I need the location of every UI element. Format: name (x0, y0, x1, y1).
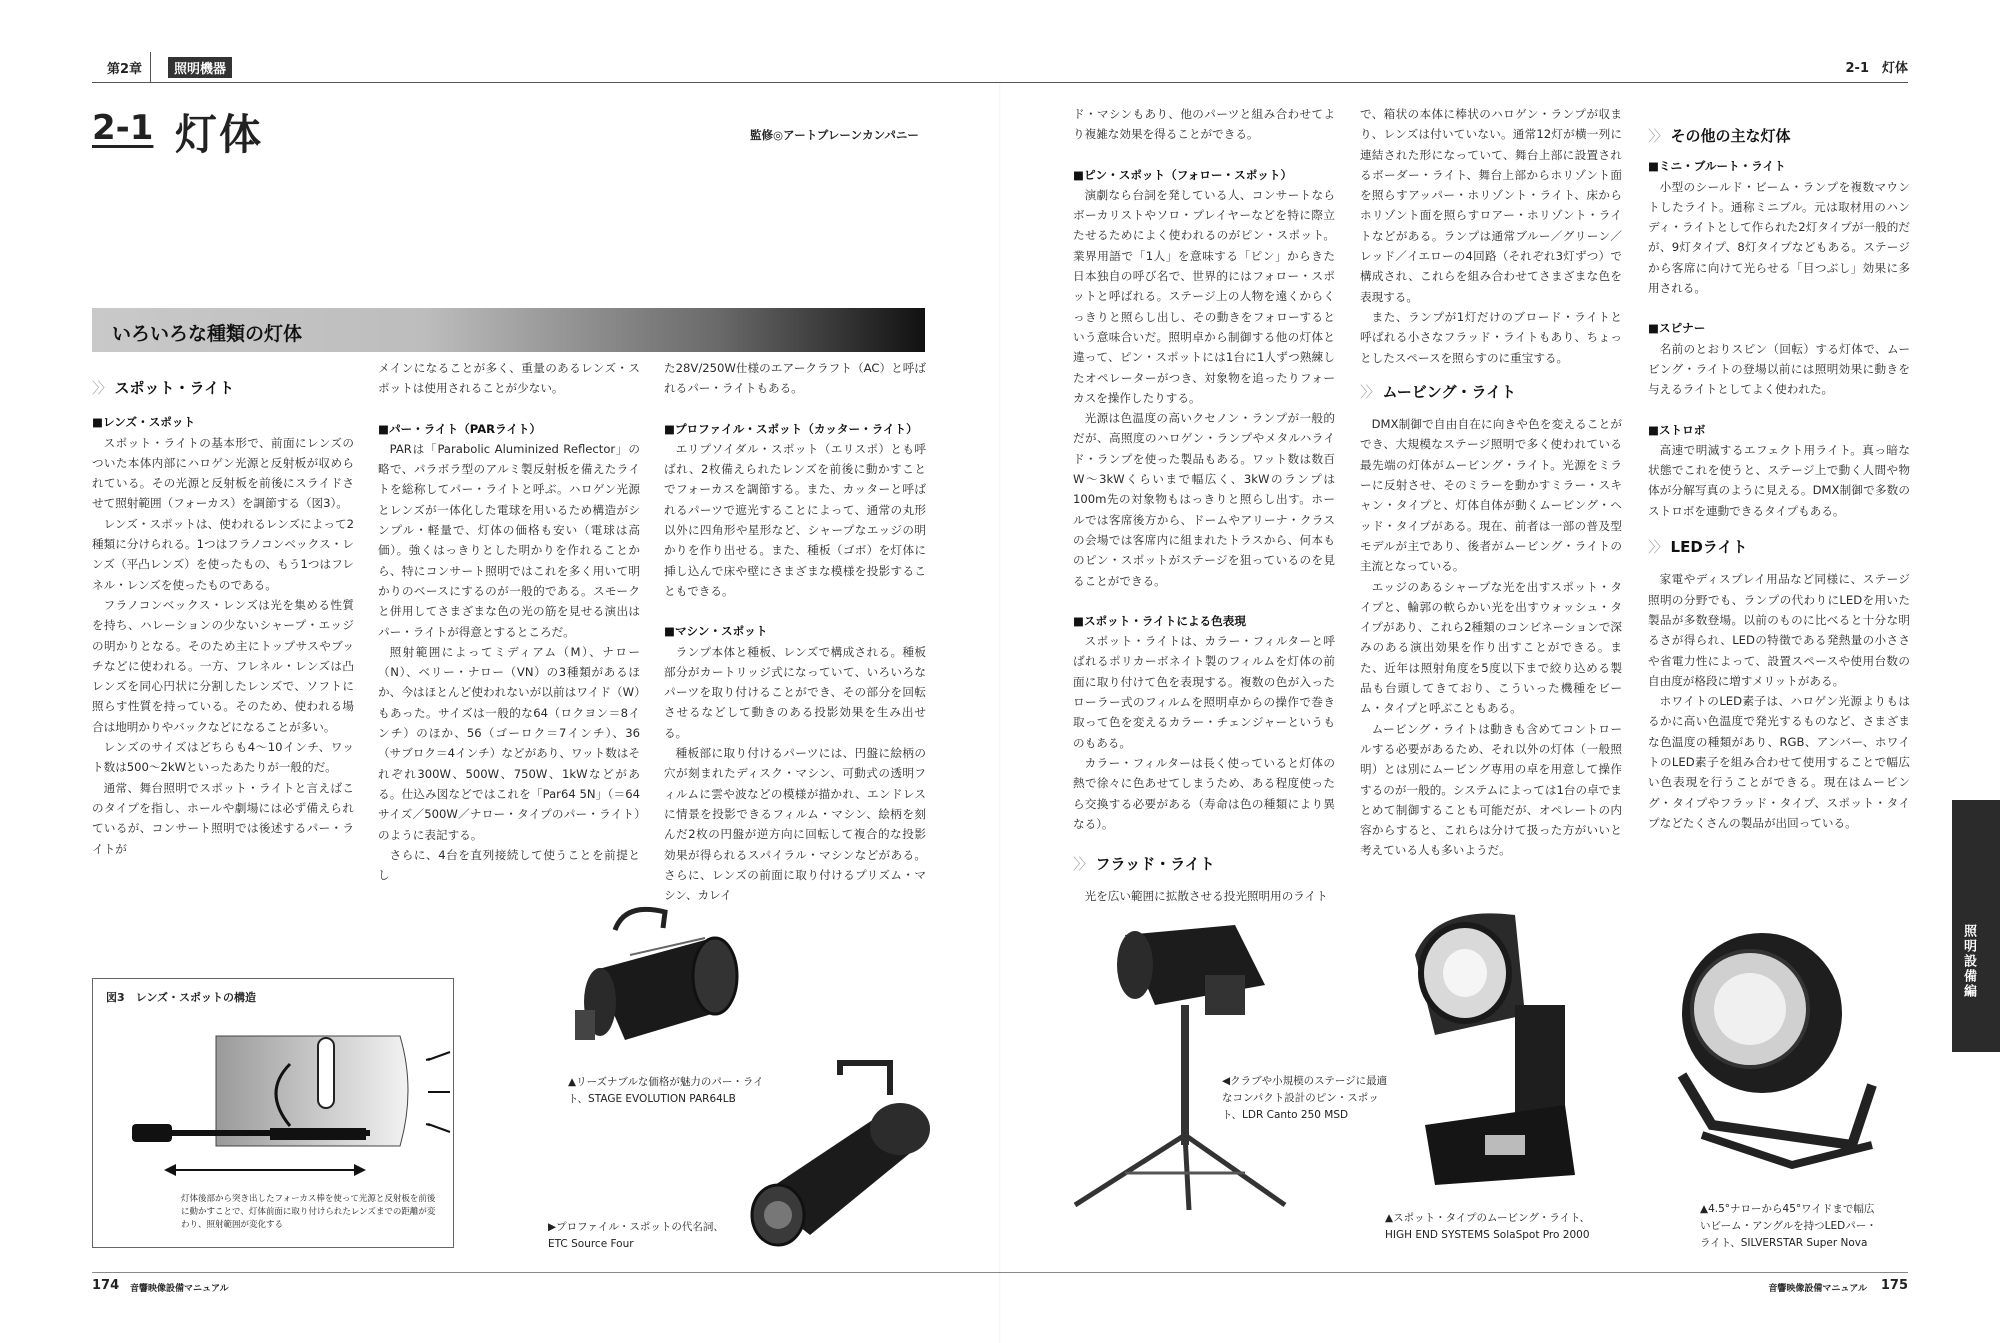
caption-led: ▲4.5°ナローから45°ワイドまで幅広いビーム・アングルを持つLEDパー・ライト、SILVERSTAR Super Nova (1700, 1203, 1877, 1249)
paragraph: さらに、4台を直列接続して使うことを前提とし (378, 847, 640, 883)
pin-spot-photo (1065, 905, 1295, 1215)
band-title: いろいろな種類の灯体 (112, 323, 303, 345)
chapter-tag: 照明機器 (168, 57, 232, 78)
chevron-icon: 〉〉 (92, 379, 111, 397)
paragraph: ホワイトのLED素子は、ハロゲン光源よりもはるかに高い色温度で発光するものなど、さまざまな色温度の種類があり、RGB、アンバー、ホワイトのLED素子を組み合わせて使用することで幅広い色表現を行うことができる。現在はムービング・タイプやフラッド・タイプ、スポット・タイプなどたくさんの製品が出回っている。 (1648, 694, 1910, 830)
book-title-left: 音響映像設備マニュアル (130, 1284, 229, 1294)
chevron-icon: 〉〉 (1648, 538, 1667, 557)
chevron-icon: 〉〉 (1073, 855, 1092, 874)
page-fold (999, 84, 1001, 1343)
column-1 (92, 378, 354, 859)
chapter-number: 第2章 (107, 62, 143, 77)
subheading: ■スピナー (1648, 321, 1706, 336)
paragraph: で、箱状の本体に棒状のハロゲン・ランプが収まり、レンズは付いていない。通常12灯が横一列に連結された形になっていて、舞台上部に設置されるボーダー・ライト、舞台上部からホリゾント面を照らすアッパー・ホリゾント・ライト、床からホリゾント面を照らすロアー・ホリゾント・ライトなどがある。ランプは通常ブルー／グリーン／レッド／イエローの4回路（それぞれ3灯ずつ）で構成され、これらを組み合わせてさまざまな色を表現する。 (1360, 107, 1622, 304)
chevron-icon: 〉〉 (1648, 127, 1667, 145)
column-4 (1073, 104, 1335, 907)
paragraph: 名前のとおりスピン（回転）する灯体で、ムービング・ライトの登場以前には照明効果に動きを与えるライトとしてよく使われた。 (1648, 341, 1910, 397)
paragraph: 小型のシールド・ビーム・ランプを複数マウントしたライト。通称ミニブル。元は取材用のハンディ・ライトとして作られた2灯タイプが一般的だが、9灯タイプ、8灯タイプなどもある。ステージから客席に向けて光らせる「目つぶし」効果に多用される。 (1648, 179, 1910, 296)
paragraph: また、ランプが1灯だけのブロード・ライトと呼ばれる小さなフラッド・ライトもあり、ちょっとしたスペースを照らすのに重宝する。 (1360, 309, 1622, 365)
paragraph: た28V/250W仕様のエアークラフト（AC）と呼ばれるパー・ライトもある。 (664, 361, 926, 396)
par-light-photo (555, 900, 770, 1050)
subheading: ■プロファイル・スポット（カッター・ライト） (664, 421, 918, 436)
running-head: 2-1 灯体 (1845, 61, 1908, 76)
figure-caption: 灯体後部から突き出したフォーカス棒を使って光源と反射板を前後に動かすことで、灯体前面に取り付けられたレンズまでの距離が変わり、照射範囲が変化する (181, 1194, 436, 1230)
caption-etc: ▶プロファイル・スポットの代名詞、ETC Source Four (548, 1221, 724, 1250)
paragraph: ド・マシンもあり、他のパーツと組み合わせてより複雑な効果を得ることができる。 (1073, 107, 1335, 142)
column-2 (378, 358, 640, 885)
heading-spot-light: 〉〉 スポット・ライト (92, 379, 235, 397)
caption-moving-light: ▲スポット・タイプのムービング・ライト、HIGH END SYSTEMS SolaSpot Pro 2000 (1385, 1212, 1591, 1241)
paragraph: エッジのあるシャープな光を出すスポット・タイプと、輪郭の軟らかい光を出すウォッシュ・タイプがあり、これら2種類のコンビネーションで深みのある演出効果を作り出すことができる。また、近年は照射角度を5度以下まで絞り込める製品も台頭してきており、こういった機種をビーム・タイプと呼ぶこともある。 (1360, 579, 1622, 716)
caption-pin-spot: ◀クラブや小規模のステージに最適なコンパクト設計のピン・スポット、LDR Canto 250 MSD (1222, 1075, 1388, 1121)
paragraph: 光源は色温度の高いクセノン・ランプが一般的だが、高照度のハロゲン・ランプやメタルハライド・ランプを使った製品もある。ワット数は数百W～3kWくらいまで幅広く、3kWのランプは100m先の対象物もはっきりと照らし出す。ホールでは客席後方から、ドームやアリーナ・クラスの会場では客席内に組まれたトラスから、何本ものピン・スポットがステージを狙っているのを見ることができる。 (1073, 411, 1335, 588)
paragraph: 照射範囲によってミディアム（M）、ナロー（N）、ベリー・ナロー（VN）の3種類があるほか、今はほとんど使われないが以前はワイド（W）もあった。サイズは一般的な64（ロクヨン＝8インチ）のほか、56（ゴーロク＝7インチ）、36（サブロク＝4インチ）などがあり、ワット数はそれぞれ300W、500W、750W、1kWなどがある。仕込み図などではこれを「Par64 5N」（＝64サイズ／500W／ナロー・タイプのパー・ライト）のように表記する。 (378, 644, 640, 842)
book-title-right: 音響映像設備マニュアル (1768, 1284, 1867, 1294)
caption-par: ▲リーズナブルな価格が魅力のパー・ライト、STAGE EVOLUTION PAR64LB (568, 1076, 764, 1105)
light-rays-icon (424, 1050, 454, 1150)
lens-spot-diagram (130, 1030, 430, 1190)
paragraph: フラノコンベックス・レンズは光を集める性質を持ち、ハレーションの少ないシャープ・エッジの明かりとなる。そのため主にトップサスやブッチなどに使われる。一方、フレネル・レンズは凸レンズを同心円状に分割したレンズで、ソフトに照らす性質を持っている。そのため、使われる場合は地明かりやバックなどになることが多い。 (92, 597, 354, 734)
paragraph: ランプ本体と種板、レンズで構成される。種板部分がカートリッジ式になっていて、いろいろなパーツを取り付けることができ、その部分を回転させるなどして動きのある投影効果を生み出せる。 (664, 644, 926, 740)
paragraph: 高速で明滅するエフェクト用ライト。真っ暗な状態でこれを使うと、ステージ上で動く人間や物体が分解写真のように見える。DMX制御で多数のストロボを連動できるタイプもある。 (1648, 442, 1910, 518)
paragraph: 種板部に取り付けるパーツには、円盤に絵柄の穴が刻まれたディスク・マシン、可動式の透明フィルムに雲や波などの模様が描かれ、エンドレスに情景を投影できるフィルム・マシン、絵柄を刻んだ2枚の円盤が逆方向に回転して複合的な投影効果が得られるスパイラル・マシンなどがある。さらに、レンズの前面に取り付けるプリズム・マシン、カレイ (664, 746, 926, 903)
paragraph: 通常、舞台照明でスポット・ライトと言えばこのタイプを指し、ホールや劇場には必ず備えられているが、コンサート照明では後述するパー・ライトが (92, 780, 354, 856)
page-number-left: 174 (92, 1278, 120, 1293)
paragraph: メインになることが多く、重量のあるレンズ・スポットは使用されることが少ない。 (378, 361, 640, 396)
subheading: ■レンズ・スポット (92, 415, 196, 430)
section-title: 灯体 (175, 110, 264, 159)
page-number-right: 175 (1880, 1278, 1908, 1293)
paragraph: カラー・フィルターは長く使っていると灯体の熱で徐々に色あせてしまうため、ある程度使ったら交換する必要がある（寿命は色の種類により異なる）。 (1073, 755, 1335, 831)
column-5 (1360, 104, 1622, 861)
footer-rule (92, 1272, 1908, 1273)
paragraph: 家電やディスプレイ用品など同様に、ステージ照明の分野でも、ランプの代わりにLEDを用いた製品が多数登場。以前のものに比べると十分な明るさが得られ、LEDの特徴である発熱量の小ささや省電力性によって、設置スペースや使用台数の自由度が格段に増すメリットがある。 (1648, 572, 1910, 688)
side-tab-label: 照明設備編 (1961, 924, 1976, 999)
paragraph: ムービング・ライトは動きも含めてコントロールする必要があるため、それ以外の灯体（一般照明）とは別にムービング専用の卓を用意して操作するのが一般的。システムによっては1台の卓でまとめて制御することも可能だが、オペレートの内容からすると、これらは分けて扱った方がいいと考えている人も多いようだ。 (1360, 721, 1622, 858)
moving-head-photo (1395, 895, 1585, 1185)
paragraph: DMX制御で自由自在に向きや色を変えることができ、大規模なステージ照明で多く使われている最先端の灯体がムービング・ライト。光源をミラーに反射させ、そのミラーを動かすミラー・スキャン・タイプと、灯体自体が動くムービング・ヘッド・タイプがある。現在、前者は一部の普及型モデルが主であり、後者がムービング・ライトの主流となっている。 (1360, 417, 1622, 574)
subheading: ■マシン・スポット (664, 624, 768, 639)
etc-source-four-photo (720, 1055, 940, 1255)
column-6 (1648, 126, 1910, 833)
figure-title: 図3 レンズ・スポットの構造 (106, 991, 257, 1004)
chevron-icon: 〉〉 (1360, 382, 1379, 401)
subheading: ■ピン・スポット（フォロー・スポット） (1073, 167, 1293, 182)
section-number: 2-1 (92, 108, 154, 148)
led-par-photo (1672, 925, 1887, 1175)
subheading: ■スポット・ライトによる色表現 (1073, 613, 1246, 628)
header-divider (150, 52, 151, 82)
paragraph: スポット・ライトの基本形で、前面にレンズのついた本体内部にハロゲン光源と反射板が収められている。その光源と反射板を前後にスライドさせて照射範囲（フォーカス）を調節する（図3）。 (92, 435, 354, 511)
heading-moving-light: 〉〉 ムービング・ライト (1360, 382, 1517, 401)
paragraph: 光を広い範囲に拡散させる投光照明用のライト (1084, 889, 1328, 904)
supervisor-credit: 監修◎アートブレーンカンパニー (750, 128, 919, 142)
paragraph: PARは「Parabolic Aluminized Reflector」の略で、パラボラ型のアルミ製反射板を備えたライトを総称してパー・ライトと呼ぶ。ハロゲン光源とレンズが一体化した電球を用いるため構造がシンプル・軽量で、灯体の価格も安い（電球は高価）。強くはっきりとした明かりを作れることから、特にコンサート照明ではこれを多く用いて明かりのベースにするのが一般的である。スモークと併用してさまざまな色の光の筋を見せる演出はパー・ライトが得意とするところだ。 (378, 441, 640, 639)
header-rule (92, 82, 1908, 83)
subheading: ■ミニ・ブルート・ライト (1648, 159, 1786, 174)
heading-flood-light: 〉〉 フラッド・ライト (1073, 855, 1215, 874)
heading-led-light: 〉〉 LEDライト (1648, 538, 1748, 557)
column-3 (664, 358, 926, 905)
heading-other-lights: 〉〉 その他の主な灯体 (1648, 127, 1791, 145)
subheading: ■パー・ライト（PARライト） (378, 421, 542, 436)
paragraph: スポット・ライトは、カラー・フィルターと呼ばれるポリカーボネイト製のフィルムを灯体の前面に取り付けて色を表現する。複数の色が入ったローラー式のフィルムを照明卓からの操作で巻き取って色を変えるカラー・チェンジャーというものもある。 (1073, 634, 1335, 750)
paragraph: エリプソイダル・スポット（エリスポ）とも呼ばれ、2枚備えられたレンズを前後に動かすことでフォーカスを調節する。また、カッターと呼ばれるパーツで遮光することによって、通常の丸形以外に四角形や星形など、シャープなエッジの明かりを作り出せる。また、種板（ゴボ）を灯体に挿し込んで床や壁にさまざまな模様を投影することもできる。 (664, 441, 926, 598)
paragraph: レンズのサイズはどちらも4～10インチ、ワット数は500～2kWといったあたりが一般的だ。 (92, 740, 354, 775)
paragraph: レンズ・スポットは、使われるレンズによって2種類に分けられる。1つはフラノコンベックス・レンズ（平凸レンズ）を使ったもの、もう1つはフレネル・レンズを使ったものである。 (92, 516, 354, 592)
subheading: ■ストロボ (1648, 422, 1706, 437)
paragraph: 演劇なら台詞を発している人、コンサートならボーカリストやソロ・プレイヤーなどを特に際立たせるためによく使われるのがピン・スポット。業界用語で「1人」を意味する「ピン」からきた日本独自の呼び名で、世界的にはフォロー・スポットと呼ばれる。ステージ上の人物を遠くからくっきりと照らし出し、その動きをフォローするという意味合いだ。照明卓から制御する他の灯体と違って、ピン・スポットには1台に1人ずつ熟練したオペレーターがつき、対象物を追ったりフォーカスを操作したりする。 (1073, 187, 1335, 405)
